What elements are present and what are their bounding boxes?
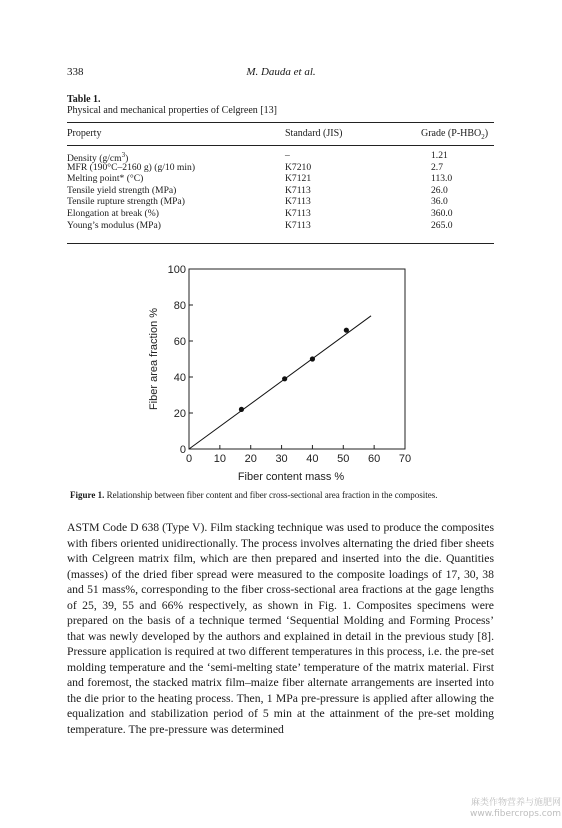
running-header-authors: M. Dauda et al. — [246, 66, 316, 78]
table-row — [67, 196, 494, 208]
cell-grade: 360.0 — [431, 207, 453, 219]
x-axis-label: Fiber content mass % — [237, 471, 345, 483]
cell-standard: K7210 — [285, 161, 312, 173]
table-label: Table 1. — [67, 94, 101, 105]
cell-grade: 265.0 — [431, 219, 453, 231]
x-tick-label: 50 — [337, 453, 350, 465]
cell-property: Elongation at break (%) — [67, 207, 159, 219]
y-tick-label: 80 — [173, 300, 186, 312]
table-body — [67, 150, 494, 231]
cell-standard: K7121 — [285, 173, 312, 185]
table-header-rule — [67, 145, 494, 146]
watermark-line1: 麻类作物营养与施肥网 — [470, 798, 561, 808]
y-tick-label: 40 — [173, 372, 186, 384]
fit-line — [189, 316, 371, 449]
y-tick-label: 100 — [167, 264, 186, 276]
fiber-area-chart — [140, 260, 430, 485]
watermark — [470, 798, 561, 820]
table-bottom-rule — [67, 243, 494, 244]
table-header-property: Property — [67, 128, 102, 139]
cell-property: Tensile rupture strength (MPa) — [67, 196, 185, 208]
table-row — [67, 220, 494, 232]
data-point — [344, 328, 349, 333]
x-tick-label: 0 — [185, 453, 193, 465]
cell-standard: K7113 — [285, 184, 311, 196]
cell-standard: – — [285, 150, 290, 161]
body-paragraph: ASTM Code D 638 (Type V). Film stacking technique was used to produce the composites with fibers oriented unidirectionally. The process involves alternating the dried fiber sheets with Celgreen matrix film, which are then prepared and inserted into the die. Quantities (masses) of the dried fiber spread were measured to the composite loadings of 17, 30, 38 and 51 mass%, corresponding to the fiber cross-sectional area fractions at the gage lengths of 25, 39, 55 and 66% respectively, as shown in Fig. 1. Composites specimens were prepared on the basis of a technique termed ‘Sequential Molding and Forming Process’ that was newly developed by the authors and explained in detail in the previous study [8]. Pressure application is required at two different temperatures in this process, i.e. the pre-set molding temperature and the ‘semi-melting state’ temperature of the matrix material. First and foremost, the stacked matrix film–maize fiber alternate arrangements are inserted into the die prior to the heating process. Then, 1 MPa pre-pressure is applied after allowing the equalization and stabilization period of 5 min at the attainment of the pre-set molding temperature. The pre-pressure was determined — [67, 521, 494, 736]
figure-label: Figure 1. — [70, 490, 105, 500]
y-tick-label: 20 — [173, 408, 186, 420]
x-tick-label: 40 — [306, 453, 319, 465]
cell-grade: 113.0 — [431, 173, 453, 185]
page-number: 338 — [67, 66, 84, 78]
table-row — [67, 162, 494, 174]
table-caption: Physical and mechanical properties of Celgreen [13] — [67, 105, 277, 116]
y-tick-label: 0 — [179, 444, 186, 456]
cell-property: Tensile yield strength (MPa) — [67, 184, 177, 196]
cell-property: MFR (190°C–2160 g) (g/10 min) — [67, 161, 196, 173]
cell-property: Density $(g/cm^3)$ — [67, 151, 129, 165]
watermark-line2: www.fibercrops.com — [470, 809, 561, 819]
table-row — [67, 150, 494, 165]
table-top-rule — [67, 122, 494, 123]
plot-frame — [189, 269, 405, 449]
x-tick-label: 30 — [275, 453, 288, 465]
table-row — [67, 173, 494, 185]
data-point — [282, 376, 287, 381]
cell-standard: K7113 — [285, 196, 311, 208]
cell-property: Melting point* (°C) — [67, 173, 144, 185]
table-header-grade: Grade $(P-HBO_2)$ — [421, 128, 489, 141]
figure-caption-text: Relationship between fiber content and fiber cross-sectional area fraction in the composites. — [106, 490, 438, 500]
y-tick-label: 60 — [173, 336, 186, 348]
cell-property: Young’s modulus (MPa) — [67, 219, 161, 231]
cell-grade: 1.21 — [431, 150, 448, 161]
figure-caption — [70, 490, 437, 500]
x-tick-label: 60 — [368, 453, 381, 465]
cell-standard: K7113 — [285, 219, 311, 231]
cell-grade: 26.0 — [431, 184, 448, 196]
table-row — [67, 185, 494, 197]
cell-grade: 2.7 — [431, 161, 443, 173]
data-point — [239, 407, 244, 412]
cell-standard: K7113 — [285, 207, 311, 219]
x-tick-label: 20 — [244, 453, 257, 465]
y-axis-label: Fiber area fraction % — [148, 307, 160, 411]
table-header-standard: Standard (JIS) — [285, 128, 343, 139]
x-tick-label: 70 — [398, 453, 412, 465]
table-row — [67, 208, 494, 220]
data-point — [310, 356, 315, 361]
x-tick-label: 10 — [213, 453, 226, 465]
cell-grade: 36.0 — [431, 196, 448, 208]
